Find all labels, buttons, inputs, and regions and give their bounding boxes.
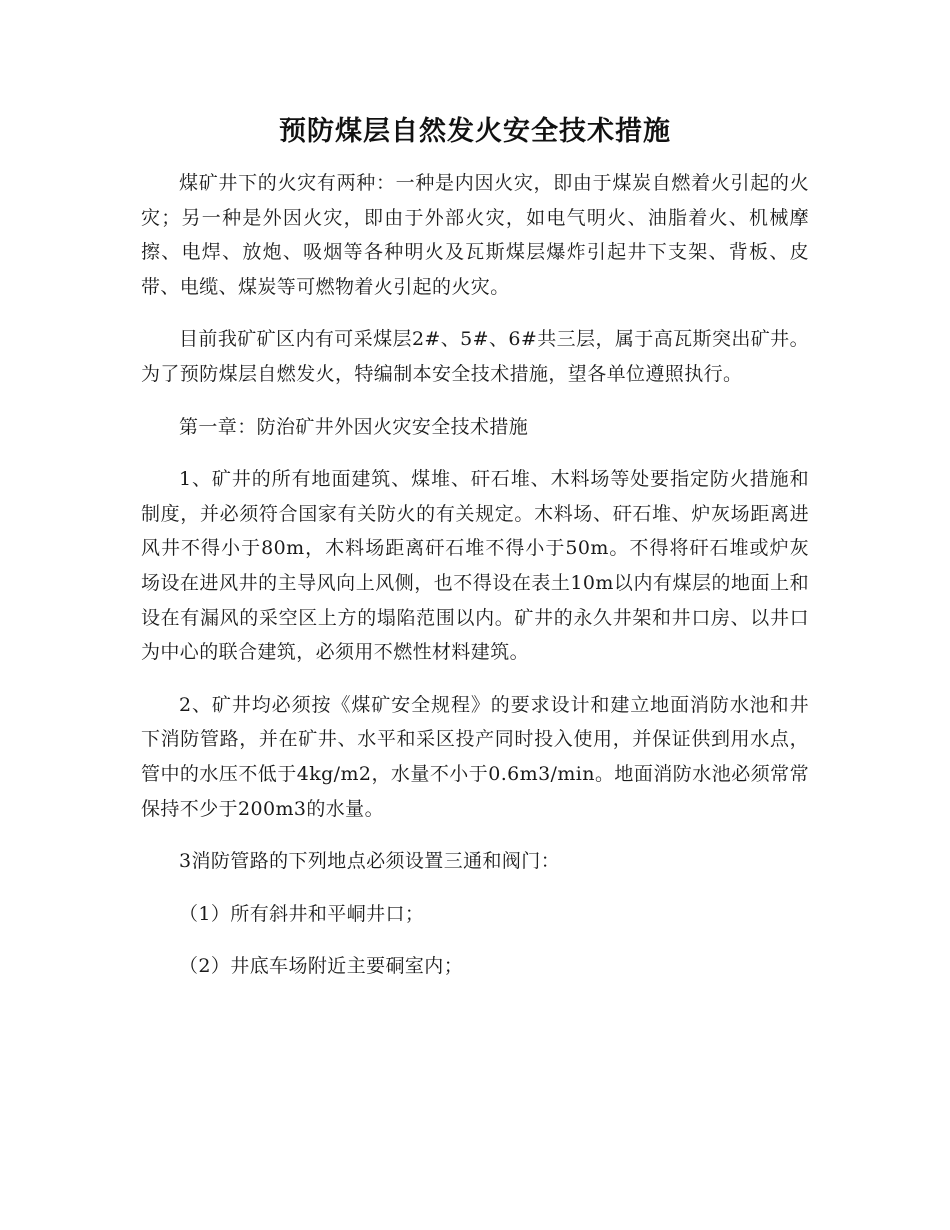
paragraph-item-3: 3消防管路的下列地点必须设置三通和阀门： <box>179 850 561 873</box>
paragraph-fire-types: 煤矿井下的火灾有两种：一种是内因火灾，即由于煤炭自燃着火引起的火灾；另一种是外因火灾，即由于外部火灾，如电气明火、油脂着火、机械摩擦、电焊、放炮、吸烟等各种明火及瓦斯煤层爆炸引起井下支架、背板、皮带、电缆、煤炭等可燃物着火引起的火灾。 <box>141 172 809 298</box>
paragraph-item-2: 2、矿井均必须按《煤矿安全规程》的要求设计和建立地面消防水池和井下消防管路，并在矿井、水平和采区投产同时投入使用，并保证供到用水点，管中的水压不低于4kg/m2，水量不小于0.6m3/min。地面消防水池必须常常保持不少于200m3的水量。 <box>141 693 809 820</box>
paragraph-coal-seams: 目前我矿矿区内有可采煤层2#、5#、6#共三层，属于高瓦斯突出矿井。为了预防煤层自燃发火，特编制本安全技术措施，望各单位遵照执行。 <box>141 328 809 385</box>
paragraph-item-1: 1、矿井的所有地面建筑、煤堆、矸石堆、木料场等处要指定防火措施和制度，并必须符合国家有关防火的有关规定。木料场、矸石堆、炉灰场距离进风井不得小于80m，木料场距离矸石堆不得小于50m。不得将矸石堆或炉灰场设在进风井的主导风向上风侧，也不得设在表土10m以内有煤层的地面上和设在有漏风的采空区上方的塌陷范围以内。矿井的永久井架和井口房、以井口为中心的联合建筑，必须用不燃性材料建筑。 <box>141 468 809 664</box>
document-title: 预防煤层自然发火安全技术措施 <box>279 116 671 147</box>
list-item-1: （1）所有斜井和平峒井口； <box>179 902 425 925</box>
list-item-2: （2）井底车场附近主要硐室内； <box>179 955 464 978</box>
chapter-heading: 第一章：防治矿井外因火灾安全技术措施 <box>179 415 529 438</box>
document-body <box>141 112 809 984</box>
